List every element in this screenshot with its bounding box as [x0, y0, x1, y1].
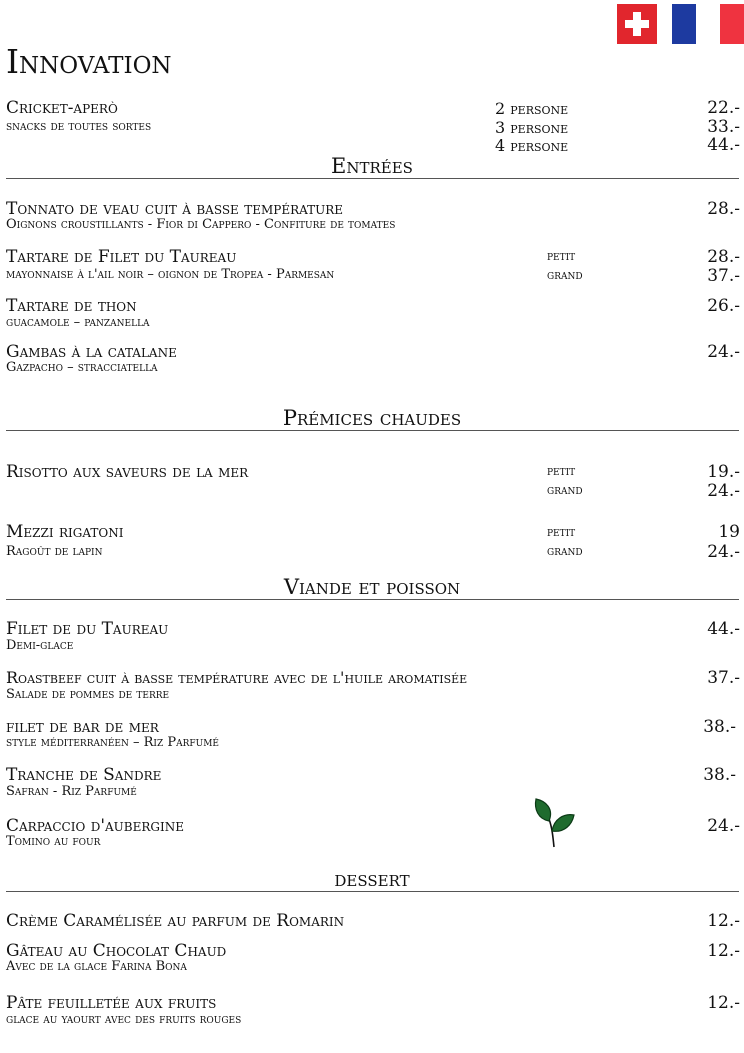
menu-item-price: 12.- [707, 911, 740, 931]
menu-item-price: 24.- [707, 816, 740, 836]
menu-item-price: 37.- [707, 266, 740, 286]
leaf-icon [532, 797, 576, 849]
menu-item-price: 38.- [703, 765, 736, 785]
section-divider [6, 599, 739, 600]
menu-item-price: 19 [718, 522, 740, 542]
french-flag-icon[interactable] [672, 4, 744, 44]
menu-item-desc: style méditerranéen – Riz Parfumé [6, 735, 219, 750]
menu-item-price: 38.- [703, 717, 736, 737]
menu-item-price: 22.- [707, 98, 740, 118]
menu-item-name: Risotto aux saveurs de la mer [6, 462, 249, 482]
menu-item-name: Gambas à la catalane [6, 342, 177, 362]
menu-item-name: Tonnato de veau cuit à basse température [6, 199, 344, 219]
french-flag-white [696, 4, 720, 44]
section-heading-viande: Viande et poisson [283, 575, 461, 599]
menu-item-desc: Oignons croustillants - Fior di Cappero - Confiture de tomates [6, 217, 396, 232]
persons-label: 2 persone [495, 99, 569, 118]
section-divider [6, 430, 739, 431]
swiss-cross-horizontal [625, 20, 649, 28]
menu-item-desc: guacamole – panzanella [6, 315, 150, 330]
menu-item-name: Tranche de Sandre [6, 765, 162, 785]
menu-item-name: Gâteau au Chocolat Chaud [6, 941, 227, 961]
menu-item-name: filet de bar de mer [6, 717, 159, 737]
portion-size-label: grand [547, 268, 583, 283]
persons-label: 4 persone [495, 136, 569, 155]
menu-item-price: 28.- [707, 247, 740, 267]
menu-item-price: 19.- [707, 462, 740, 482]
menu-item-name: Pâte feuilletée aux fruits [6, 993, 217, 1013]
menu-item-price: 33.- [707, 117, 740, 137]
menu-item-desc: Safran - Riz Parfumé [6, 784, 137, 799]
menu-item-name: Carpaccio d'aubergine [6, 816, 184, 836]
portion-size-label: petit [547, 464, 576, 479]
menu-item-desc: Demi-glace [6, 638, 74, 653]
menu-item-name: Crème Caramélisée au parfum de Romarin [6, 911, 345, 931]
menu-item-price: 24.- [707, 481, 740, 501]
persons-label: 3 persone [495, 118, 569, 137]
menu-item-desc: Ragoût de lapin [6, 544, 103, 559]
page-title: Innovation [6, 42, 172, 81]
menu-item-price: 12.- [707, 993, 740, 1013]
menu-item-price: 24.- [707, 542, 740, 562]
section-heading-entrees: Entrées [331, 154, 413, 178]
french-flag-red [720, 4, 744, 44]
section-heading-dessert: dessert [334, 867, 410, 891]
menu-item-name: Mezzi rigatoni [6, 522, 124, 542]
menu-item-desc: Salade de pommes de terre [6, 687, 170, 702]
menu-item-name: Tartare de thon [6, 296, 137, 316]
menu-item-price: 12.- [707, 941, 740, 961]
menu-item-desc: Tomino au four [6, 834, 101, 849]
menu-item-price: 24.- [707, 342, 740, 362]
menu-item-name: Filet de du Taureau [6, 619, 169, 639]
menu-item-price: 44.- [707, 135, 740, 155]
menu-item-price: 44.- [707, 619, 740, 639]
section-divider [6, 891, 739, 892]
section-divider [6, 178, 739, 179]
menu-item-desc: glace au yaourt avec des fruits rouges [6, 1012, 242, 1027]
menu-item-price: 26.- [707, 296, 740, 316]
menu-item-price: 28.- [707, 199, 740, 219]
section-heading-premices: Prémices chaudes [282, 406, 462, 430]
swiss-flag-icon[interactable] [617, 4, 657, 44]
menu-item-name: Tartare de Filet du Taureau [6, 247, 237, 267]
menu-item-desc: snacks de toutes sortes [6, 119, 152, 134]
menu-item-desc: mayonnaise à l'ail noir – oignon de Tropea - Parmesan [6, 267, 335, 282]
portion-size-label: grand [547, 483, 583, 498]
portion-size-label: petit [547, 249, 576, 264]
french-flag-blue [672, 4, 696, 44]
menu-item-name: Roastbeef cuit à basse température avec de l'huile aromatisée [6, 668, 468, 687]
menu-item-desc: Avec de la glace Farina Bona [6, 959, 187, 974]
portion-size-label: grand [547, 544, 583, 559]
menu-item-price: 37.- [707, 668, 740, 688]
menu-item-name: Cricket-aperò [6, 98, 118, 118]
menu-item-desc: Gazpacho – stracciatella [6, 360, 158, 375]
portion-size-label: petit [547, 525, 576, 540]
